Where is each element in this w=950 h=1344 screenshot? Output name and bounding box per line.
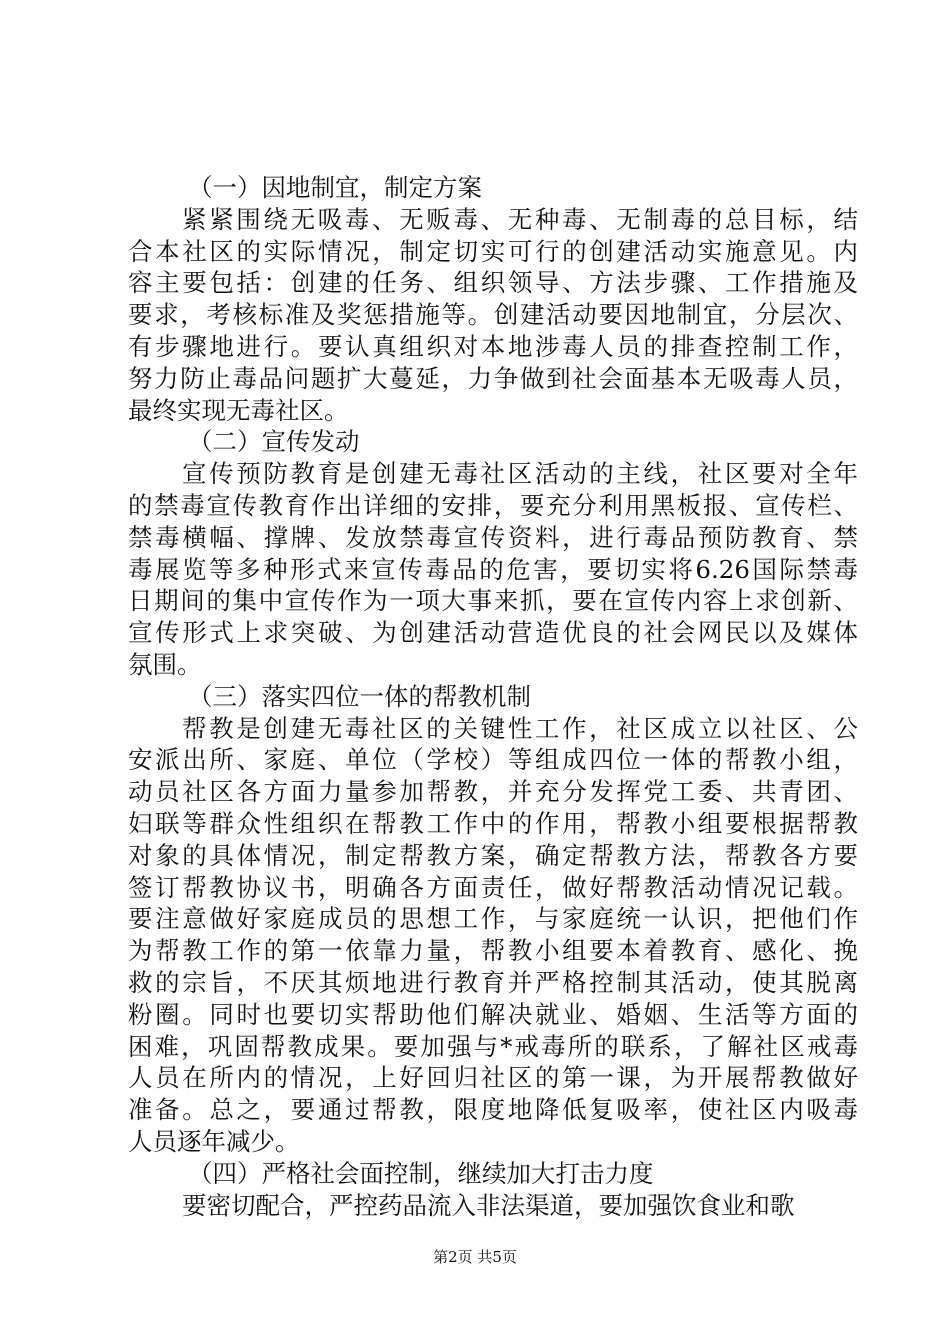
paragraph-line: 要注意做好家庭成员的思想工作，与家庭统一认识，把他们作 xyxy=(128,904,858,934)
paragraph-line: 努力防止毒品问题扩大蔓延，力争做到社会面基本无吸毒人员， xyxy=(128,363,858,393)
page-number-footer: 第2页 共5页 xyxy=(433,1248,517,1266)
paragraph-line: 为帮教工作的第一依靠力量，帮教小组要本着教育、感化、挽 xyxy=(128,936,858,966)
paragraph-line: 合本社区的实际情况，制定切实可行的创建活动实施意见。内 xyxy=(128,236,858,266)
paragraph-line: 粉圈。同时也要切实帮助他们解决就业、婚姻、生活等方面的 xyxy=(128,999,858,1029)
paragraph-line: 宣传预防教育是创建无毒社区活动的主线，社区要对全年 xyxy=(182,459,858,489)
section-heading-1: （一）因地制宜，制定方案 xyxy=(188,173,482,202)
paragraph-line: 最终实现无毒社区。 xyxy=(128,395,349,425)
document-body xyxy=(128,172,858,1221)
paragraph-line: 对象的具体情况，制定帮教方案，确定帮教方法，帮教各方要 xyxy=(128,840,858,870)
paragraph-line: 氛围。 xyxy=(128,649,202,679)
paragraph-line: 困难，巩固帮教成果。要加强与*戒毒所的联系，了解社区戒毒 xyxy=(128,1031,858,1061)
paragraph-line: 宣传形式上求突破、为创建活动营造优良的社会网民以及媒体 xyxy=(128,618,858,648)
section-heading-4: （四）严格社会面控制，继续加大打击力度 xyxy=(188,1158,654,1188)
paragraph-line: 人员在所内的情况，上好回归社区的第一课，为开展帮教做好 xyxy=(128,1063,858,1093)
paragraph-line: 安派出所、家庭、单位（学校）等组成四位一体的帮教小组， xyxy=(128,745,858,775)
paragraph-line: 禁毒横幅、撑牌、发放禁毒宣传资料，进行毒品预防教育、禁 xyxy=(128,522,858,552)
paragraph-line: 救的宗旨，不厌其烦地进行教育并严格控制其活动，使其脱离 xyxy=(128,967,858,997)
paragraph-line: 的禁毒宣传教育作出详细的安排，要充分利用黑板报、宣传栏、 xyxy=(128,490,858,520)
paragraph-line: 有步骤地进行。要认真组织对本地涉毒人员的排查控制工作， xyxy=(128,331,858,361)
paragraph-line: 人员逐年减少。 xyxy=(128,1126,300,1156)
section-heading-2: （二）宣传发动 xyxy=(188,427,360,457)
paragraph-line: 要求，考核标准及奖惩措施等。创建活动要因地制宜，分层次、 xyxy=(128,300,858,330)
paragraph-line: 妇联等群众性组织在帮教工作中的作用，帮教小组要根据帮教 xyxy=(128,808,858,838)
paragraph-line: 容主要包括：创建的任务、组织领导、方法步骤、工作措施及 xyxy=(128,268,858,298)
paragraph-line: 帮教是创建无毒社区的关键性工作，社区成立以社区、公 xyxy=(182,713,858,743)
paragraph-line: 动员社区各方面力量参加帮教，并充分发挥党工委、共青团、 xyxy=(128,777,858,807)
paragraph-line: 紧紧围绕无吸毒、无贩毒、无种毒、无制毒的总目标，结 xyxy=(182,204,858,234)
paragraph-line: 签订帮教协议书，明确各方面责任，做好帮教活动情况记载。 xyxy=(128,872,858,902)
paragraph-line: 毒展览等多种形式来宣传毒品的危害，要切实将6.26国际禁毒 xyxy=(128,554,858,584)
paragraph-line: 要密切配合，严控药品流入非法渠道，要加强饮食业和歌 xyxy=(182,1190,795,1220)
paragraph-line: 日期间的集中宣传作为一项大事来抓，要在宣传内容上求创新、 xyxy=(128,586,858,616)
section-heading-3: （三）落实四位一体的帮教机制 xyxy=(188,681,531,711)
paragraph-line: 准备。总之，要通过帮教，限度地降低复吸率，使社区内吸毒 xyxy=(128,1095,858,1125)
